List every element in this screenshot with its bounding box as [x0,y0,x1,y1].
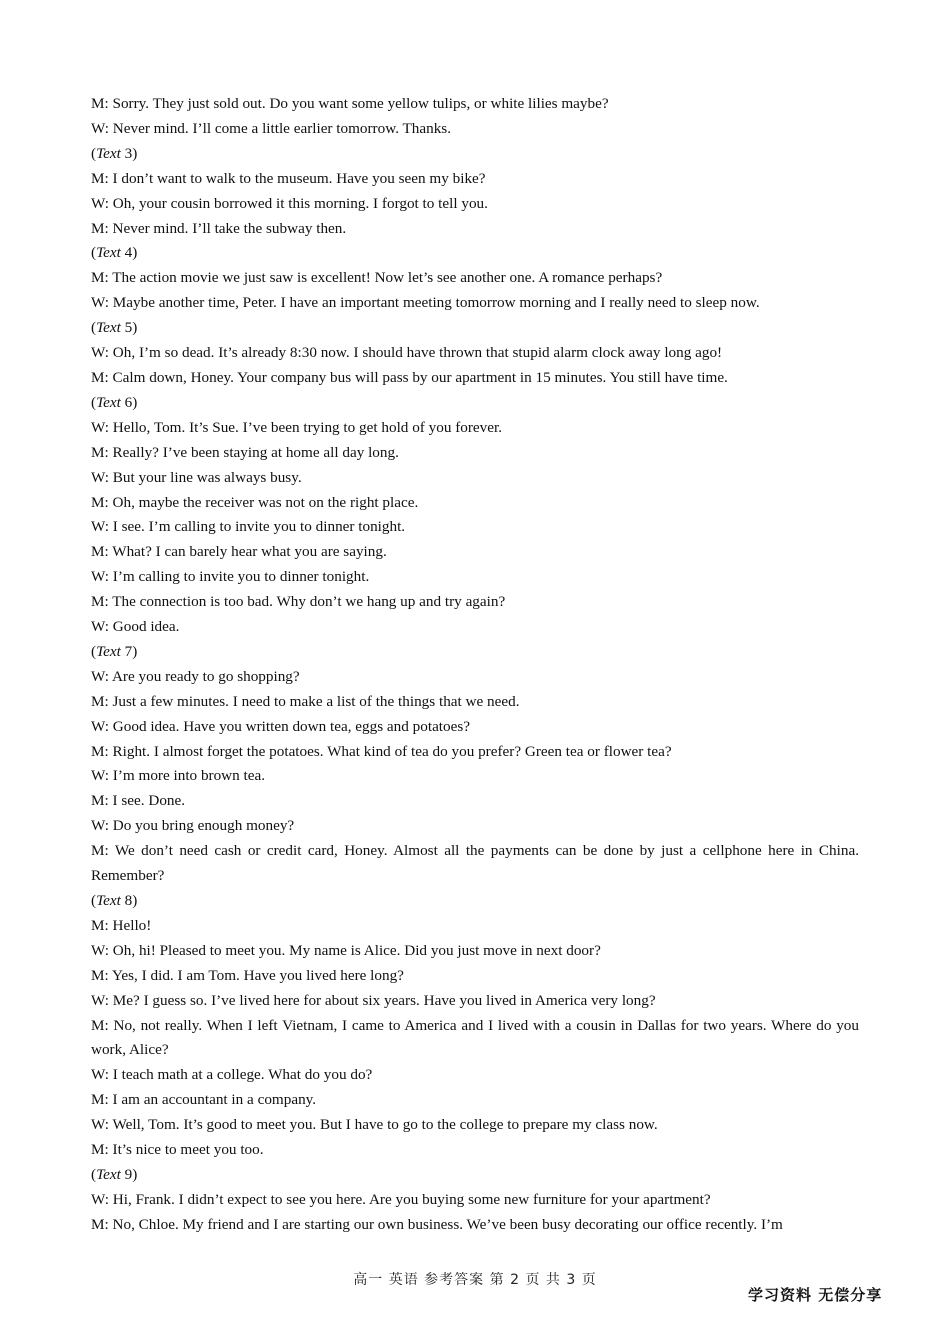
dialogue-line: W: Good idea. Have you written down tea, eggs and potatoes? [91,717,471,735]
dialogue-line: M: I don’t want to walk to the museum. Have you seen my bike? [91,169,486,187]
section-heading-number: 4 [124,244,133,262]
dialogue-line: M: What? I can barely hear what you are saying. [91,543,387,561]
dialogue-line: M: The action movie we just saw is excellent! Now let’s see another one. A romance perhaps? [91,269,663,287]
dialogue-line: W: I teach math at a college. What do you do? [91,1066,373,1084]
section-heading-label: Text [96,244,121,262]
dialogue-line: W: Me? I guess so. I’ve lived here for about six years. Have you lived in America very long? [91,991,656,1009]
section-heading: (Text 8) [91,892,138,909]
dialogue-line: W: Oh, hi! Pleased to meet you. My name is Alice. Did you just move in next door? [91,941,601,959]
section-heading-label: Text [96,393,121,411]
dialogue-line: M: Yes, I did. I am Tom. Have you lived here long? [91,966,404,984]
dialogue-line: M: We don’t need cash or credit card, Honey. Almost all the payments can be done by just a cellphone here in China. Remember? [91,842,859,885]
section-heading-number: 9 [124,1165,133,1183]
section-heading-label: Text [96,319,121,337]
dialogue-line: W: Maybe another time, Peter. I have an important meeting tomorrow morning and I really need to sleep now. [91,294,760,312]
section-heading-number: 8 [124,892,133,909]
dialogue-line: M: Never mind. I’ll take the subway then. [91,219,347,237]
dialogue-line: W: Never mind. I’ll come a little earlier tomorrow. Thanks. [91,119,452,137]
dialogue-line: W: But your line was always busy. [91,468,302,486]
section-heading-number: 5 [124,319,133,337]
dialogue-line: M: Really? I’ve been staying at home all day long. [91,443,399,461]
dialogue-line: W: Hello, Tom. It’s Sue. I’ve been trying to get hold of you forever. [91,418,503,436]
document-body [91,92,859,1238]
dialogue-line: M: Right. I almost forget the potatoes. What kind of tea do you prefer? Green tea or flower tea? [91,742,672,760]
dialogue-line: M: I am an accountant in a company. [91,1091,317,1109]
dialogue-line: M: No, Chloe. My friend and I are starting our own business. We’ve been busy decorating our office recently. I’m [91,1215,783,1233]
section-heading-label: Text [96,144,121,162]
dialogue-line: W: Hi, Frank. I didn’t expect to see you here. Are you buying some new furniture for your apartment? [91,1190,711,1208]
section-heading: (Text 4) [91,244,138,262]
dialogue-line: M: Calm down, Honey. Your company bus will pass by our apartment in 15 minutes. You still have time. [91,368,728,386]
dialogue-line: M: The connection is too bad. Why don’t we hang up and try again? [91,593,506,611]
section-heading-label: Text [96,892,121,909]
section-heading: (Text 5) [91,319,138,337]
section-heading-label: Text [96,642,121,660]
section-heading: (Text 6) [91,393,138,411]
dialogue-line: M: Just a few minutes. I need to make a list of the things that we need. [91,692,520,710]
section-heading: (Text 3) [91,144,138,162]
section-heading: (Text 7) [91,642,138,660]
section-heading-number: 3 [124,144,133,162]
dialogue-line: W: Do you bring enough money? [91,817,295,835]
dialogue-line: M: No, not really. When I left Vietnam, I came to America and I lived with a cousin in Dallas for two years. Where do you work, Alice? [91,1016,859,1059]
section-heading-label: Text [96,1165,121,1183]
dialogue-line: W: Oh, I’m so dead. It’s already 8:30 now. I should have thrown that stupid alarm clock away long ago! [91,344,723,362]
dialogue-line: M: Oh, maybe the receiver was not on the right place. [91,493,419,511]
dialogue-line: W: Are you ready to go shopping? [91,667,300,685]
dialogue-line: W: I’m calling to invite you to dinner tonight. [91,568,370,586]
dialogue-line: W: Good idea. [91,618,180,636]
dialogue-line: W: I’m more into brown tea. [91,767,266,785]
section-heading: (Text 9) [91,1165,138,1183]
dialogue-line: M: I see. Done. [91,792,186,810]
dialogue-line: M: It’s nice to meet you too. [91,1141,264,1159]
section-heading-number: 6 [124,393,133,411]
dialogue-line: M: Hello! [91,916,152,934]
dialogue-line: W: Well, Tom. It’s good to meet you. But I have to go to the college to prepare my class now. [91,1116,658,1134]
dialogue-line: M: Sorry. They just sold out. Do you want some yellow tulips, or white lilies maybe? [91,95,609,112]
page-footer: 高一 英语 参考答案 第 2 页 共 3 页 [353,1272,597,1288]
section-heading-number: 7 [124,642,133,660]
dialogue-line: W: I see. I’m calling to invite you to dinner tonight. [91,518,406,536]
dialogue-line: W: Oh, your cousin borrowed it this morning. I forgot to tell you. [91,194,488,212]
watermark-text: 学习资料 无偿分享 [748,1286,883,1302]
